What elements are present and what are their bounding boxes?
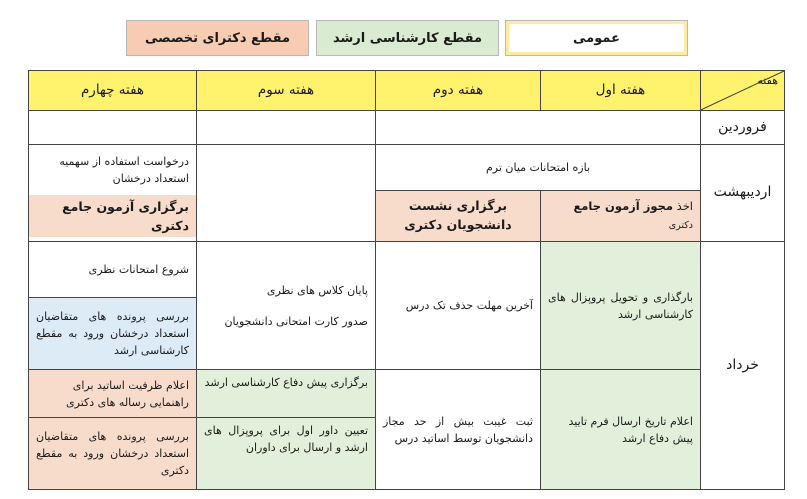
header-week2: هفته دوم (376, 71, 541, 111)
phd-student-meeting: برگزاری نشست دانشجویان دکتری (376, 190, 541, 242)
phd-exam-permit (541, 190, 701, 242)
schedule-table (28, 70, 785, 490)
phd-comprehensive-exam: برگزاری آزمون جامع دکتری (29, 195, 196, 237)
review-phd-talent: بررسی پرونده های متقاضیان استعداد درخشان ورود به مقطع دکتری (29, 417, 197, 489)
legend-masters (316, 20, 499, 56)
ms-predefense: برگزاری پیش دفاع کارشناسی ارشد (197, 370, 376, 417)
cell-farvardin-w1w2 (376, 110, 701, 144)
supervisor-capacity: اعلام ظرفیت اساتید برای راهنمایی رساله های دکتری (29, 370, 197, 417)
month-ordibehesht: اردیبهشت (701, 145, 785, 242)
talent-quota-request: درخواست استفاده از سهمیه استعداد درخشان (59, 155, 189, 186)
month-khordad: خرداد (701, 242, 785, 490)
header-corner (701, 71, 785, 111)
legend-phd (126, 20, 309, 56)
legend-phd-label: مقطع دکترای تخصصی (144, 30, 291, 46)
midterm-period: بازه امتحانات میان ترم (376, 145, 701, 190)
month-farvardin: فروردین (701, 110, 785, 144)
cell-ordibehesht-w3 (197, 145, 376, 242)
header-row (29, 71, 785, 111)
row-khordad-1 (29, 242, 785, 298)
header-week1: هفته اول (541, 71, 701, 111)
exam-cards: صدور کارت امتحانی دانشجویان (224, 314, 368, 328)
theory-exams-start: شروع امتحانات نظری (29, 242, 197, 298)
review-ms-talent: بررسی پرونده های متقاضیان استعداد درخشان ورود به مقطع کارشناسی ارشد (29, 298, 197, 370)
header-week4: هفته چهارم (29, 71, 197, 111)
row-farvardin (29, 110, 785, 144)
legend-general (505, 20, 688, 56)
referee-assignment: تعیین داور اول برای پروپزال های ارشد و ارسال برای داوران (197, 417, 376, 489)
ms-proposal-submission: بارگذاری و تحویل پروپزال های کارشناسی ارشد (541, 242, 701, 370)
header-week3: هفته سوم (197, 71, 376, 111)
exam-permit-suffix: دکتری (668, 219, 693, 231)
exam-permit-bold: مجوز آزمون جامع (573, 199, 673, 214)
course-drop-deadline: آخرین مهلت حذف تک درس (376, 242, 541, 370)
cell-khordad-w3-top (197, 242, 376, 370)
legend-general-label: عمومی (573, 30, 620, 46)
cell-farvardin-w3 (197, 110, 376, 144)
end-theory-classes: پایان کلاس های نظری (266, 283, 368, 297)
corner-label: هفته (757, 74, 778, 87)
absence-record: ثبت غیبت بیش از حد مجاز دانشجویان توسط اساتید درس (376, 370, 541, 490)
legend-masters-label: مقطع کارشناسی ارشد (332, 30, 483, 46)
cell-farvardin-w4 (29, 110, 197, 144)
row-khordad-3 (29, 370, 785, 417)
defense-form-date: اعلام تاریخ ارسال فرم تایید پیش دفاع ارشد (541, 370, 701, 490)
row-ordibehesht-1 (29, 145, 785, 190)
exam-permit-prefix: اخذ (676, 199, 693, 214)
cell-ordibehesht-w4 (29, 145, 197, 242)
